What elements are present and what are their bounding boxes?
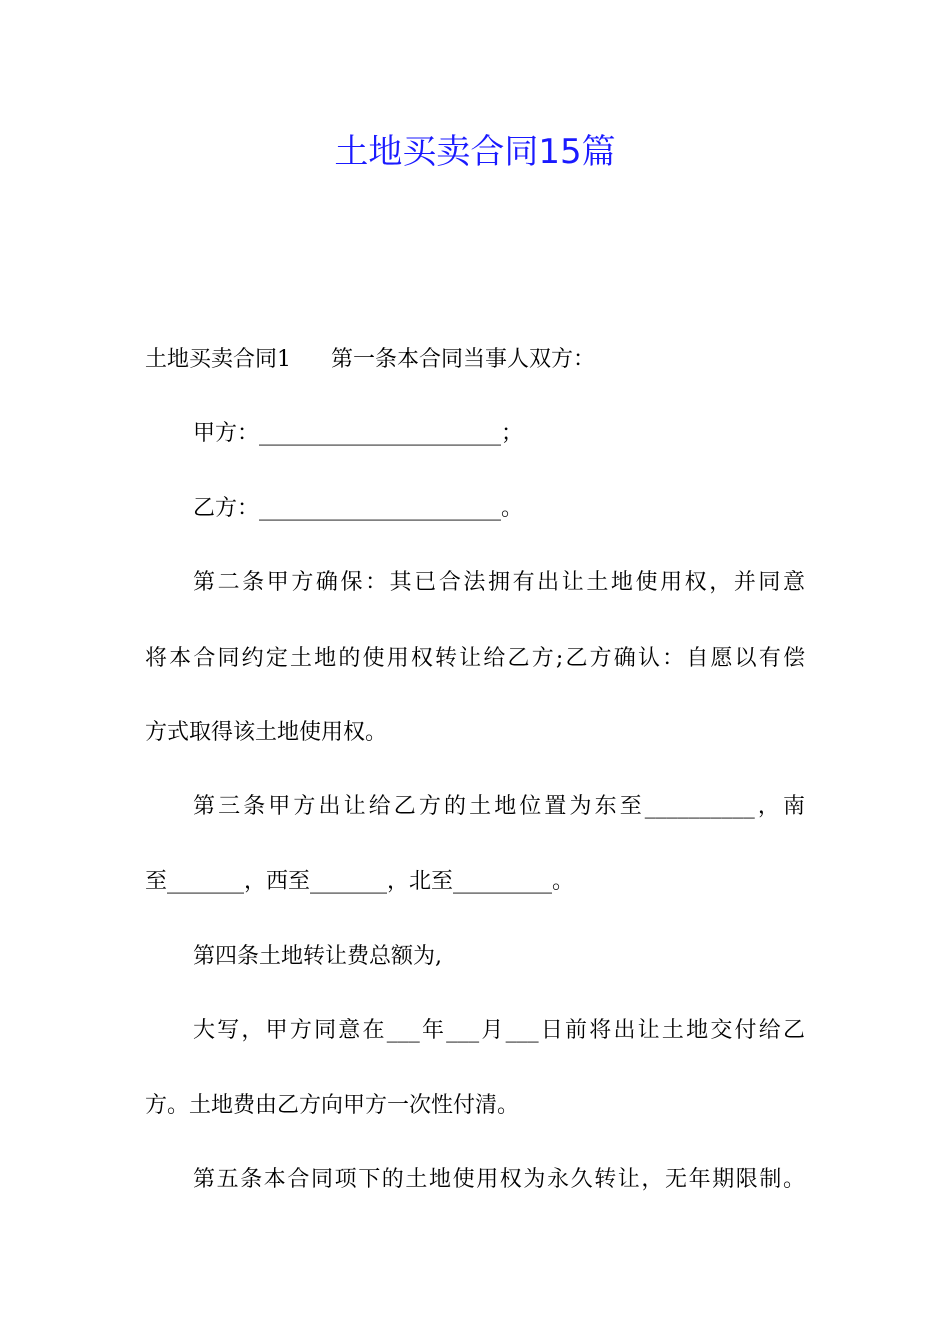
contract-number-label: 土地买卖合同1 [145, 347, 291, 372]
article-two-line-3: 方式取得该土地使用权。 [145, 720, 388, 745]
article-four-line-1: 第四条土地转让费总额为, [193, 944, 442, 969]
article-one-text: 第一条本合同当事人双方： [331, 347, 596, 372]
paragraph-heading-line [145, 344, 595, 376]
article-five-line-1: 第五条本合同项下的土地使用权为永久转让，无年期限制。 [193, 1167, 805, 1192]
article-two-line-1: 第二条甲方确保：其已合法拥有出让土地使用权，并同意 [193, 570, 805, 595]
article-four-line-3: 方。土地费由乙方向甲方一次性付清。 [145, 1093, 520, 1118]
article-three-line-1: 第三条甲方出让给乙方的土地位置为东至__________，南 [193, 794, 805, 819]
article-two-line-2: 将本合同约定土地的使用权转让给乙方;乙方确认：自愿以有偿 [145, 646, 805, 671]
party-b-line: 乙方：______________________。 [193, 496, 524, 521]
party-a-line: 甲方：______________________； [193, 421, 524, 446]
document-title: 土地买卖合同15篇 [334, 132, 616, 172]
article-four-line-2: 大写，甲方同意在___年___月___日前将出让土地交付给乙 [193, 1018, 805, 1043]
article-three-line-2: 至_______，西至_______，北至_________。 [145, 869, 575, 894]
